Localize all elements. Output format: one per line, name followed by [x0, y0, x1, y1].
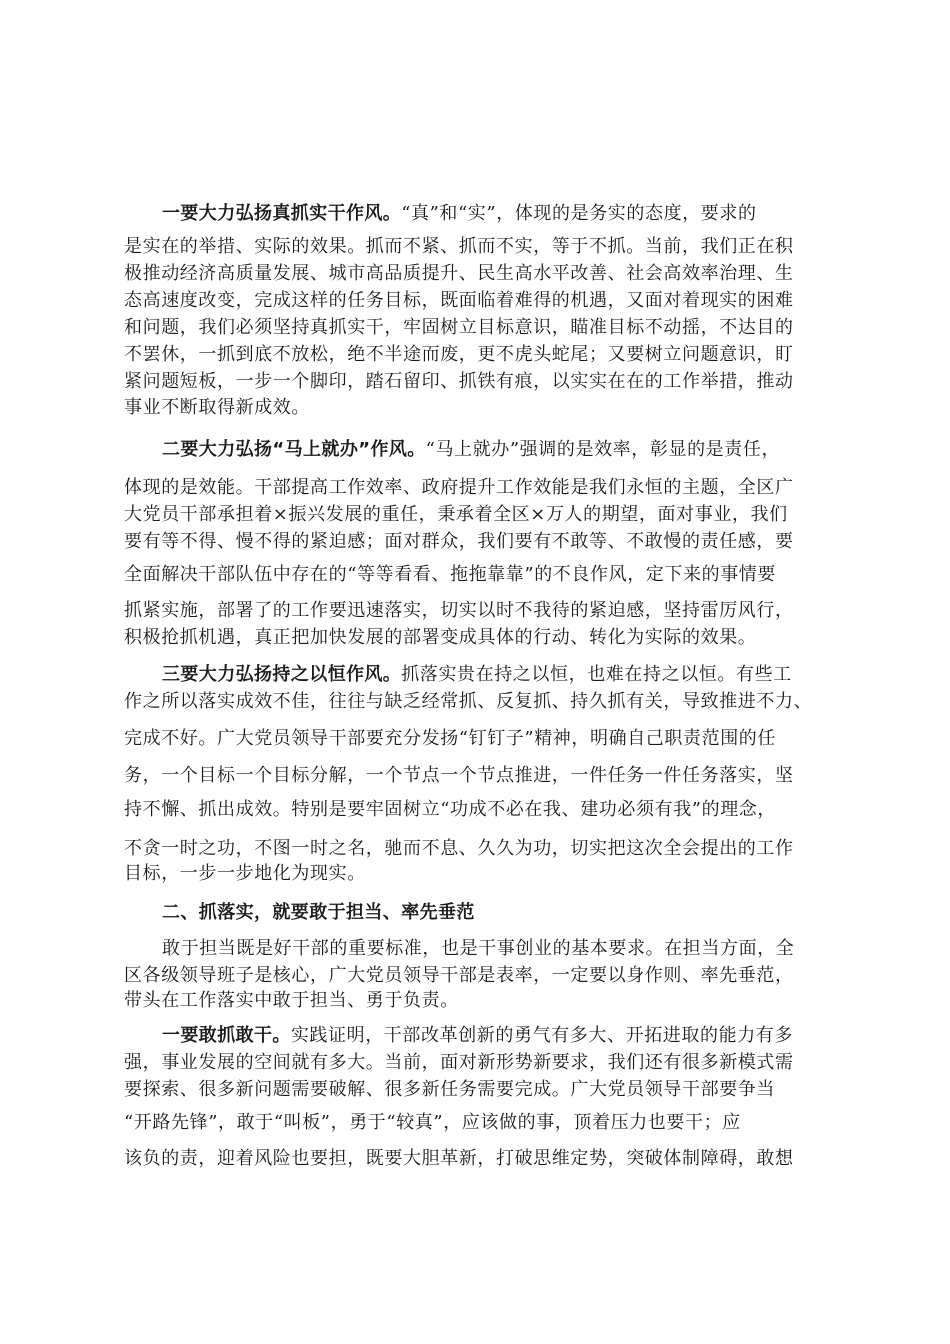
paragraph-4-line-1: 敢于担当既是好干部的重要标准，也是干事创业的基本要求。在担当方面，全	[162, 938, 795, 959]
section-heading-line	[162, 902, 828, 924]
paragraph-2-line-4: 要有等不得、慢不得的紧迫感；面对群众，我们要有不敢等、不敢慢的责任感，要	[124, 531, 794, 552]
paragraph-1-line-5: 和问题，我们必须坚持真抓实干，牢固树立目标意识，瞄准目标不动摇，不达目的	[124, 317, 794, 338]
paragraph-3-line-4: 务，一个目标一个目标分解，一个节点一个节点推进，一件任务一件任务落实，坚	[124, 765, 794, 786]
paragraph-3-line-7: 目标，一步一步地化为现实。	[124, 863, 366, 884]
paragraph-5-heading: 一要敢抓敢干。	[162, 1025, 291, 1046]
paragraph-5-line-4: “开路先锋”，敢于“叫板”，勇于“较真”，应该做的事，顶着压力也要干；应	[124, 1112, 741, 1133]
section-heading: 二、抓落实，就要敢于担当、率先垂范	[162, 902, 475, 923]
paragraph-4-line-3: 带头在工作落实中敢于担当、勇于负责。	[124, 990, 459, 1011]
paragraph-1-line-1: 一要大力弘扬真抓实干作风。“真”和“实”，体现的是务实的态度，要求的	[162, 203, 757, 224]
paragraph-3-line-6: 不贪一时之功，不图一时之名，驰而不息、久久为功，切实把这次全会提出的工作	[124, 838, 794, 859]
paragraph-1-line-6: 不罢休，一抓到底不放松，绝不半途而废，更不虎头蛇尾；又要树立问题意识，盯	[124, 344, 794, 365]
paragraph-1-line-8: 事业不断取得新成效。	[124, 397, 310, 418]
paragraph-5-line-1: 一要敢抓敢干。实践证明，干部改革创新的勇气有多大、开拓进取的能力有多	[162, 1025, 794, 1046]
paragraph-2-line-7: 积极抢抓机遇，真正把加快发展的部署变成具体的行动、转化为实际的效果。	[124, 627, 757, 648]
paragraph-1-line-7: 紧问题短板，一步一个脚印，踏石留印、抓铁有痕，以实实在在的工作举措，推动	[124, 371, 794, 392]
paragraph-5-line-2: 强，事业发展的空间就有多大。当前，面对新形势新要求，我们还有很多新模式需	[124, 1052, 794, 1073]
paragraph-1-heading: 一要大力弘扬真抓实干作风。	[162, 203, 402, 224]
paragraph-1-line-4: 态高速度改变，完成这样的任务目标，既面临着难得的机遇，又面对着现实的困难	[124, 290, 794, 311]
paragraph-3-heading: 三要大力弘扬持之以恒作风。	[162, 664, 402, 685]
paragraph-3-line-5: 持不懈、抓出成效。特别是要牢固树立“功成不必在我、建功必须有我”的理念，	[124, 799, 777, 820]
paragraph-2-line-3: 大党员干部承担着×振兴发展的重任，秉承着全区×万人的期望，面对事业，我们	[124, 504, 788, 525]
paragraph-1-line-3: 极推动经济高质量发展、城市高品质提升、民生高水平改善、社会高效率治理、生	[124, 263, 794, 284]
paragraph-5-line-5: 该负的责，迎着风险也要担，既要大胆革新，打破思维定势，突破体制障碍，敢想	[124, 1148, 794, 1169]
paragraph-3-line-1: 三要大力弘扬持之以恒作风。抓落实贵在持之以恒，也难在持之以恒。有些工	[162, 664, 792, 685]
paragraph-2-line-5: 全面解决干部队伍中存在的“等等看看、拖拖靠靠”的不良作风，定下来的事情要	[124, 564, 777, 585]
paragraph-1-line-2: 是实在的举措、实际的效果。抓而不紧、抓而不实，等于不抓。当前，我们正在积	[124, 236, 794, 257]
paragraph-3-line-2: 作之所以落实成效不佳，往往与缺乏经常抓、反复抓、持久抓有关，导致推进不力、	[124, 691, 813, 712]
paragraph-2-line-1: 二要大力弘扬“马上就办”作风。“马上就办”强调的是效率，彰显的是责任，	[162, 439, 781, 460]
paragraph-2-line-2: 体现的是效能。干部提高工作效率、政府提升工作效能是我们永恒的主题，全区广	[124, 477, 794, 498]
paragraph-3-line-3: 完成不好。广大党员领导干部要充分发扬“钉钉子”精神，明确自己职责范围的任	[124, 728, 777, 749]
paragraph-5-line-3: 要探索、很多新问题需要破解、很多新任务需要完成。广大党员领导干部要争当	[124, 1079, 775, 1100]
paragraph-4-line-2: 区各级领导班子是核心，广大党员领导干部是表率，一定要以身作则、率先垂范，	[124, 965, 794, 986]
paragraph-2-heading: 二要大力弘扬“马上就办”作风。	[162, 439, 426, 460]
paragraph-2-line-6: 抓紧实施，部署了的工作要迅速落实，切实以时不我待的紧迫感，坚持雷厉风行，	[124, 600, 794, 621]
